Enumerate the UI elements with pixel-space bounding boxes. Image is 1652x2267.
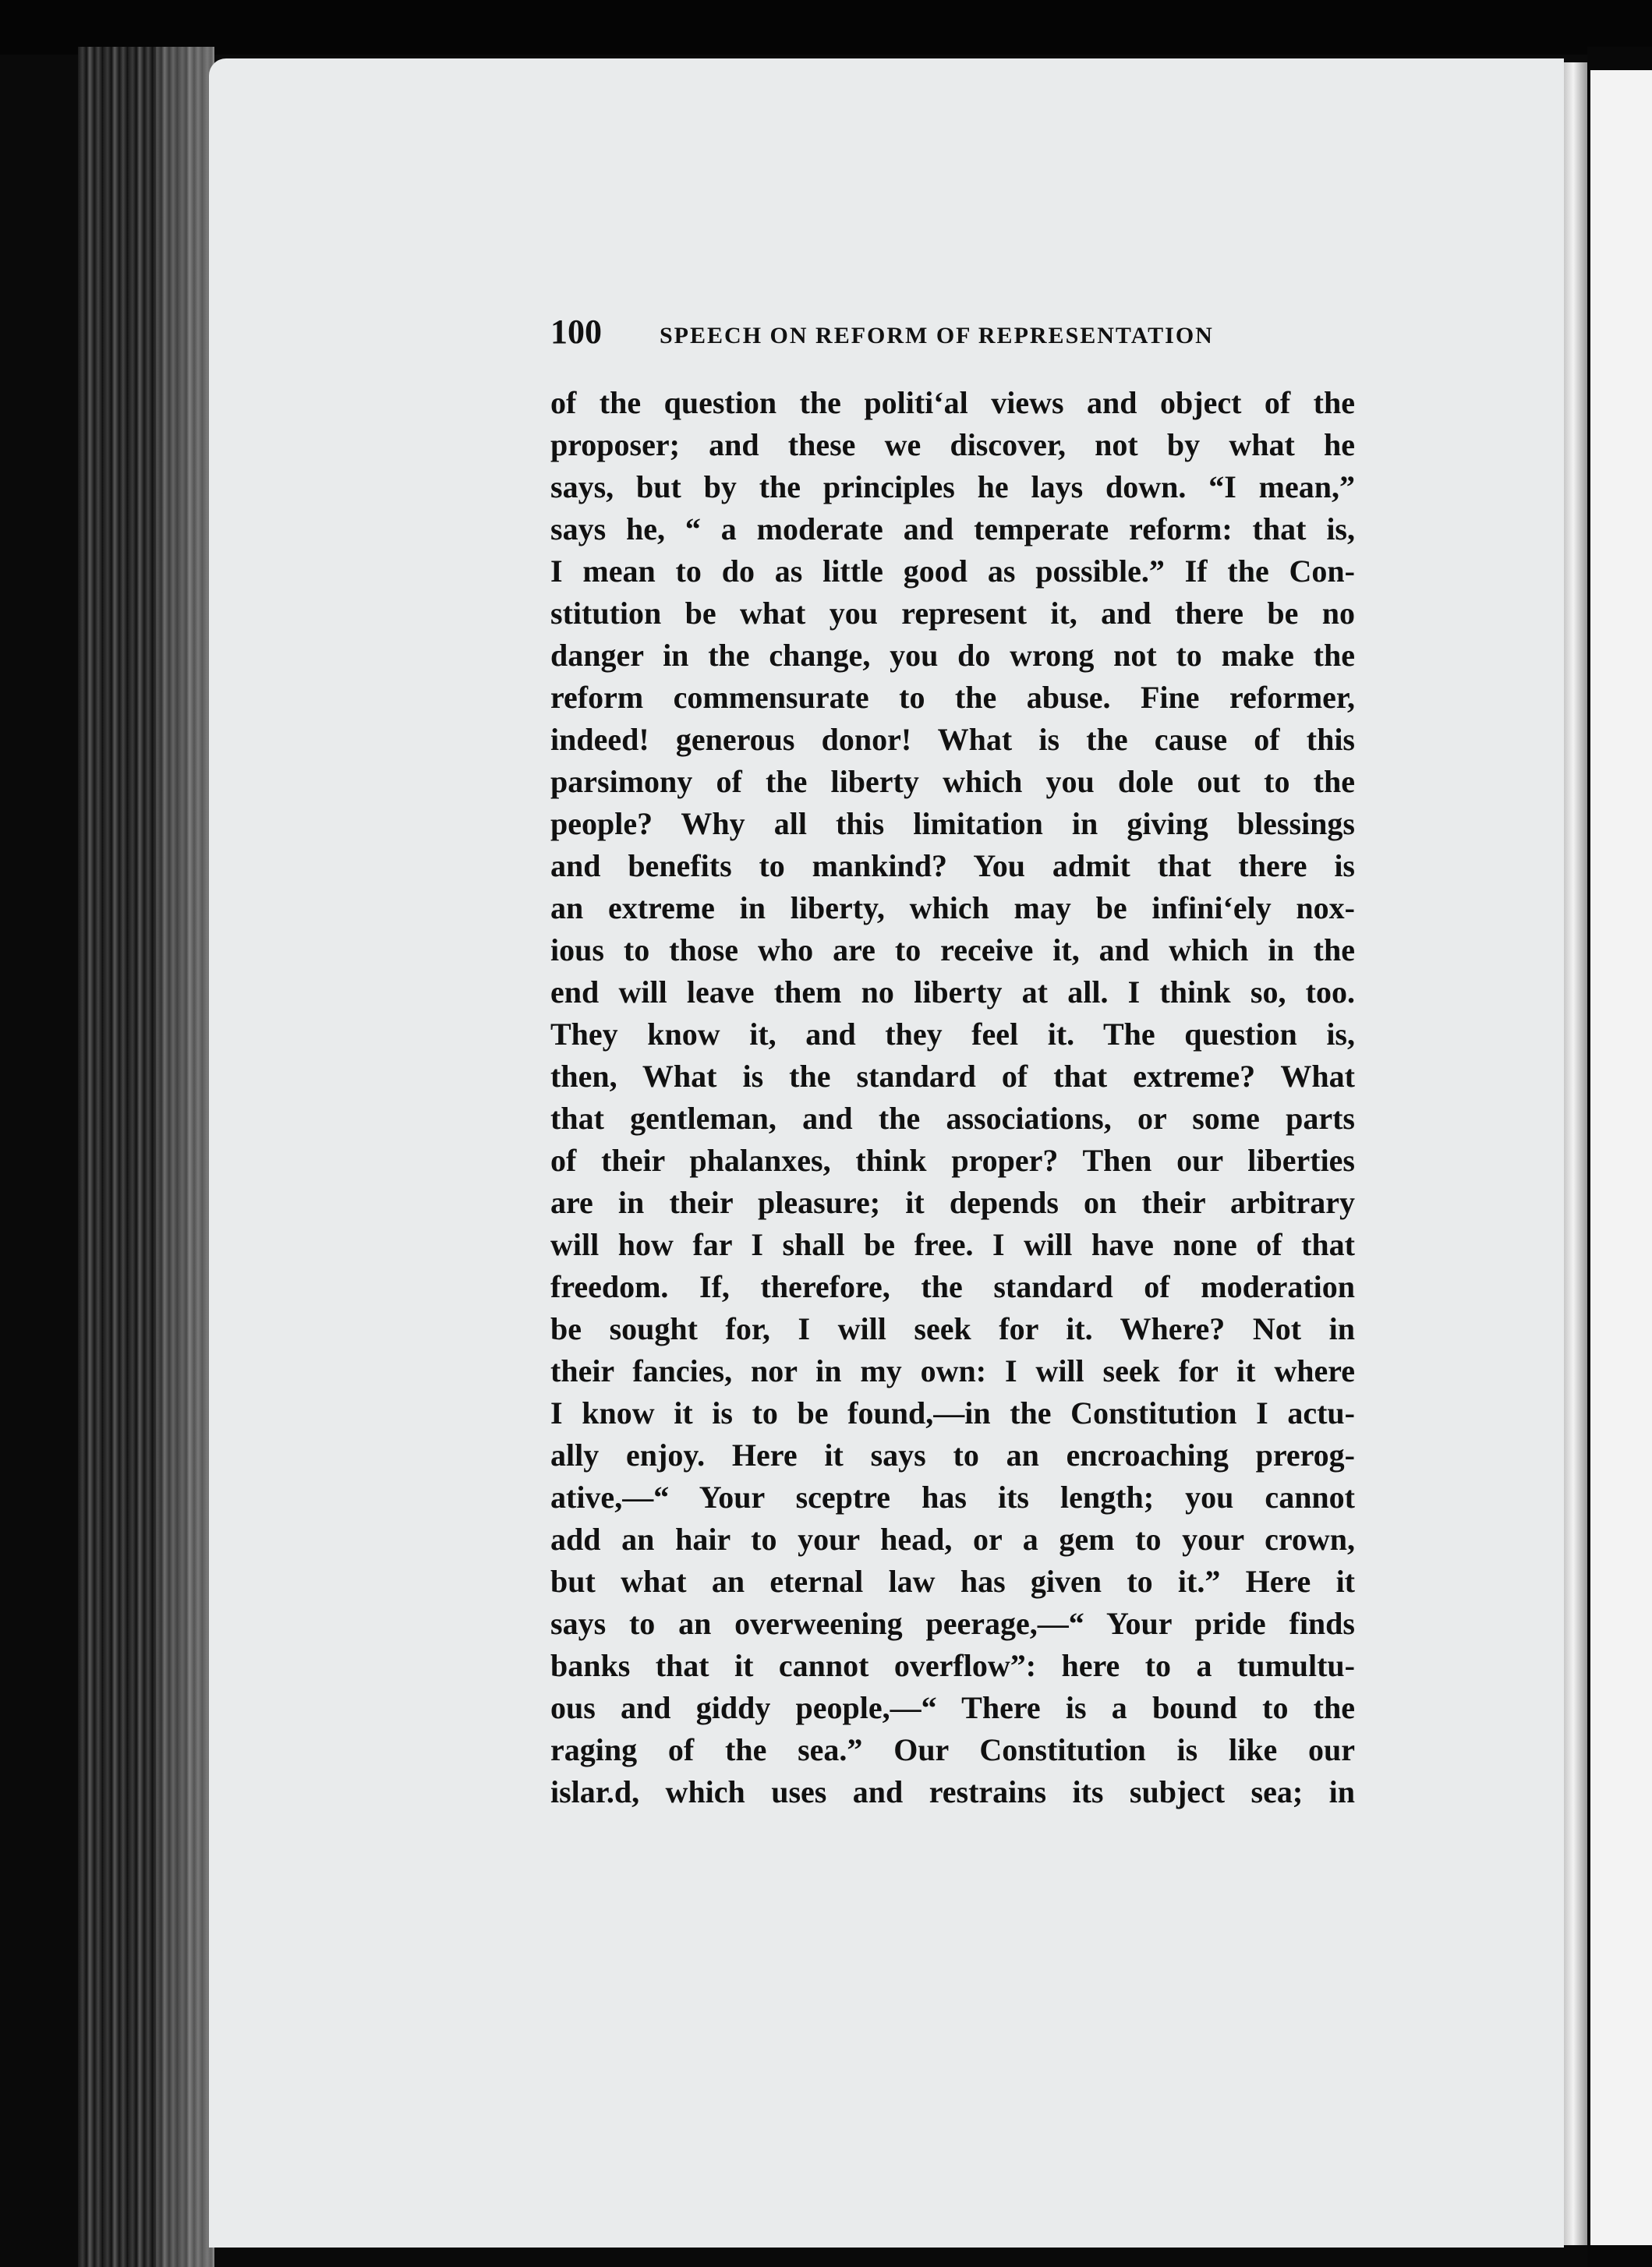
text-line: that gentleman, and the associations, or some parts — [550, 1101, 1355, 1136]
page-number: 100 — [550, 313, 602, 351]
text-line: are in their pleasure; it depends on their arbitrary — [550, 1185, 1355, 1220]
text-line: freedom. If, therefore, the standard of moderation — [550, 1269, 1355, 1304]
text-line: ative,—“ Your sceptre has its length; you cannot — [550, 1480, 1355, 1515]
text-line: raging of the sea.” Our Constitution is like our — [550, 1732, 1355, 1767]
body-text — [550, 382, 1355, 1813]
adjacent-page-sliver — [1590, 70, 1652, 2245]
text-line: They know it, and they feel it. The question is, — [550, 1017, 1355, 1052]
running-title: SPEECH ON REFORM OF REPRESENTATION — [660, 323, 1214, 348]
text-line: ious to those who are to receive it, and which in the — [550, 932, 1355, 967]
text-line: parsimony of the liberty which you dole out to the — [550, 764, 1355, 799]
page-edge — [1564, 62, 1587, 2245]
text-line: their fancies, nor in my own: I will seek for it where — [550, 1353, 1355, 1388]
text-line: add an hair to your head, or a gem to your crown, — [550, 1522, 1355, 1557]
text-line: stitution be what you represent it, and there be no — [550, 596, 1355, 631]
text-line: banks that it cannot overflow”: here to a tumultu- — [550, 1648, 1355, 1683]
text-line: reform commensurate to the abuse. Fine reformer, — [550, 680, 1355, 715]
text-line: proposer; and these we discover, not by what he — [550, 427, 1355, 462]
text-line: of the question the politi‘al views and object of the — [550, 385, 1355, 420]
text-line: end will leave them no liberty at all. I think so, too. — [550, 974, 1355, 1010]
text-line: I mean to do as little good as possible.” If the Con- — [550, 553, 1355, 589]
text-line: and benefits to mankind? You admit that there is — [550, 848, 1355, 883]
text-line: an extreme in liberty, which may be infini‘ely nox- — [550, 890, 1355, 925]
text-line: people? Why all this limitation in giving blessings — [550, 806, 1355, 841]
text-line: ous and giddy people,—“ There is a bound to the — [550, 1690, 1355, 1725]
text-line: danger in the change, you do wrong not to make the — [550, 638, 1355, 673]
text-line: but what an eternal law has given to it.” Here it — [550, 1564, 1355, 1599]
text-line: ally enjoy. Here it says to an encroaching prerog- — [550, 1438, 1355, 1473]
text-line: then, What is the standard of that extreme? What — [550, 1059, 1355, 1094]
text-line: of their phalanxes, think proper? Then our liberties — [550, 1143, 1355, 1178]
text-line: says he, “ a moderate and temperate reform: that is, — [550, 511, 1355, 546]
text-line: islar.d, which uses and restrains its subject sea; in — [550, 1774, 1355, 1809]
text-line: will how far I shall be free. I will have none of that — [550, 1227, 1355, 1262]
text-line: says, but by the principles he lays down. “I mean,” — [550, 469, 1355, 504]
running-head — [550, 312, 1252, 359]
spine-shadow — [156, 47, 214, 2267]
text-line: I know it is to be found,—in the Constitution I actu- — [550, 1395, 1355, 1431]
text-line: be sought for, I will seek for it. Where? Not in — [550, 1311, 1355, 1346]
text-line: indeed! generous donor! What is the cause of this — [550, 722, 1355, 757]
scan-top-border — [0, 0, 1652, 55]
text-line: says to an overweening peerage,—“ Your pride finds — [550, 1606, 1355, 1641]
